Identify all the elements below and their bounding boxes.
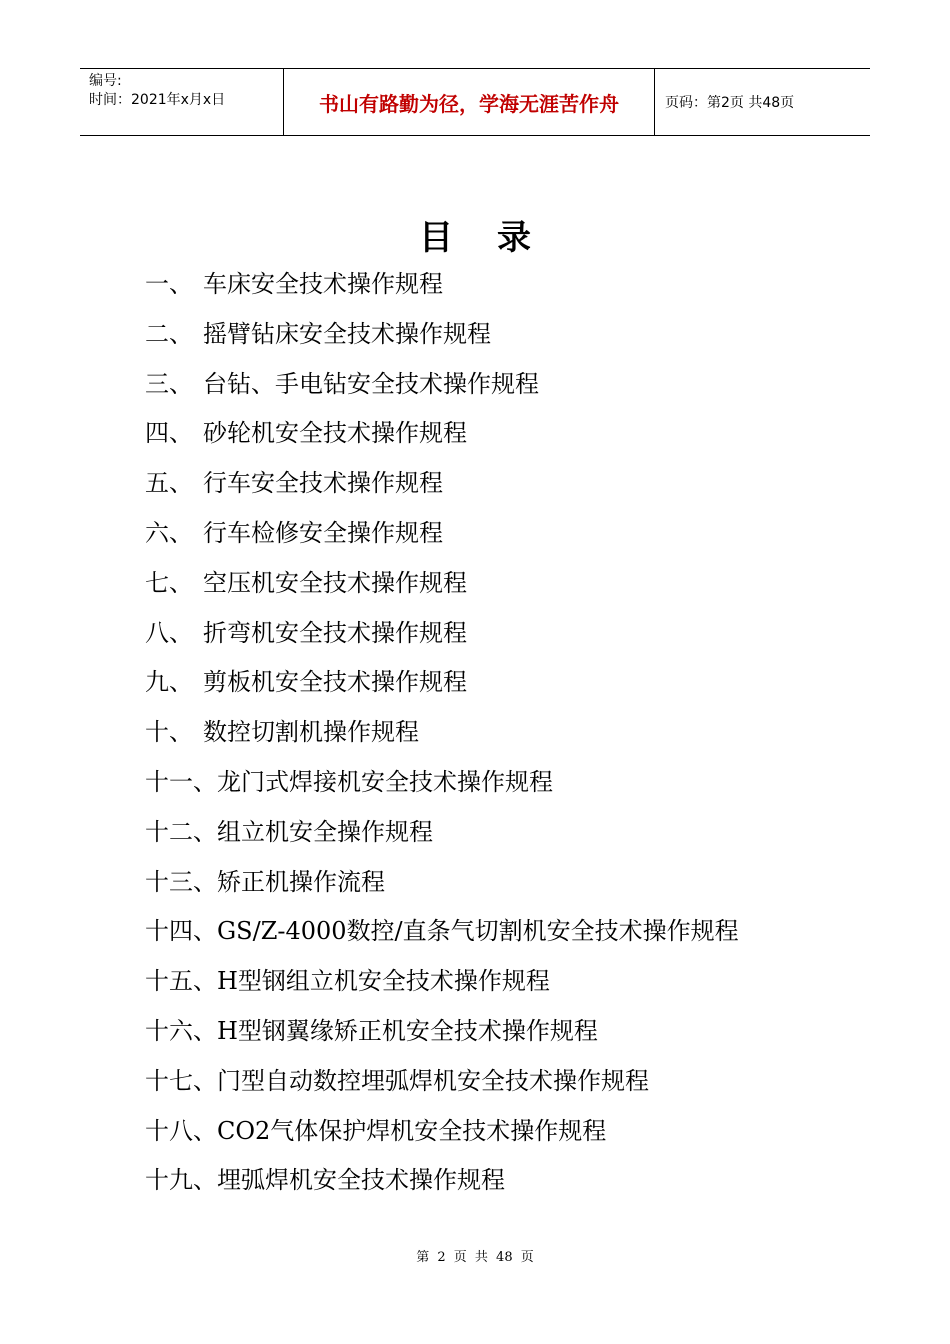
toc-item-number: 十七、 [145,1066,217,1095]
toc-item-text: 数控切割机操作规程 [203,718,419,747]
toc-item-text: 车床安全技术操作规程 [203,270,443,298]
toc-item-number: 一、 [145,270,193,298]
toc-item-number: 五、 [145,469,193,498]
toc-item[interactable] [145,913,739,963]
toc-item-number: 三、 [145,369,193,398]
header-meta [80,69,283,135]
toc-item-number: 十四、 [145,917,217,946]
header-motto: 书山有路勤为径，学海无涯苦作舟 [283,69,655,135]
toc-item-number: 十九、 [145,1166,217,1195]
toc-item-number: 十、 [145,718,193,747]
toc-item-text: GS/Z-4000数控/直条气切割机安全技术操作规程 [217,917,739,946]
toc-item-text: CO2气体保护焊机安全技术操作规程 [217,1116,607,1145]
toc-item[interactable] [145,764,739,814]
toc-item-number: 八、 [145,618,193,647]
toc-item-number: 十三、 [145,867,217,896]
toc-item[interactable] [145,465,739,515]
toc-item-number: 七、 [145,568,193,597]
toc-item-number: 六、 [145,518,193,547]
toc-item[interactable] [145,1013,739,1063]
toc-item[interactable] [145,814,739,864]
toc-item-number: 十六、 [145,1016,217,1045]
toc-item-number: 十二、 [145,817,217,846]
toc-item[interactable] [145,714,739,764]
toc-item[interactable] [145,515,739,565]
page-footer: 第 2 页 共 48 页 [416,1250,534,1265]
serial-label: 编号: [89,73,122,89]
toc-item[interactable] [145,316,739,366]
toc-item[interactable] [145,1162,739,1212]
toc-item[interactable] [145,366,739,416]
toc-item-number: 十一、 [145,767,217,796]
toc-item-number: 九、 [145,668,193,697]
toc-item-number: 四、 [145,419,193,448]
toc-item-text: H型钢翼缘矫正机安全技术操作规程 [217,1016,598,1045]
toc-item-text: 摇臂钻床安全技术操作规程 [203,319,491,348]
toc-item[interactable] [145,1063,739,1113]
toc-item-text: 行车安全技术操作规程 [203,469,443,498]
toc-item-text: 砂轮机安全技术操作规程 [203,419,467,448]
toc-item-text: 行车检修安全操作规程 [203,518,443,547]
toc-item-text: 台钻、手电钻安全技术操作规程 [203,369,539,398]
toc-item-number: 二、 [145,319,193,348]
toc-item-number: 十八、 [145,1116,217,1145]
header-page-info: 页码：第2页 共48页 [665,95,795,111]
page-header [80,68,870,136]
toc-item[interactable] [145,864,739,914]
toc-item-text: 龙门式焊接机安全技术操作规程 [217,767,553,796]
toc-item[interactable] [145,415,739,465]
toc-item[interactable] [145,266,739,316]
toc-item-text: 埋弧焊机安全技术操作规程 [217,1166,505,1195]
toc-item-text: 组立机安全操作规程 [217,817,433,846]
toc-item[interactable] [145,664,739,714]
toc-item[interactable] [145,565,739,615]
page-title: 目录 [419,218,575,258]
toc-item-text: 门型自动数控埋弧焊机安全技术操作规程 [217,1066,649,1095]
toc-item-number: 十五、 [145,967,217,996]
toc-item-text: 剪板机安全技术操作规程 [203,668,467,697]
toc-item[interactable] [145,963,739,1013]
toc-item-text: 空压机安全技术操作规程 [203,568,467,597]
table-of-contents [145,266,739,1212]
toc-item[interactable] [145,1113,739,1163]
toc-item-text: H型钢组立机安全技术操作规程 [217,967,550,996]
toc-item[interactable] [145,615,739,665]
toc-item-text: 折弯机安全技术操作规程 [203,618,467,647]
time-label: 时间：2021年x月x日 [89,92,226,108]
toc-item-text: 矫正机操作流程 [217,867,385,896]
